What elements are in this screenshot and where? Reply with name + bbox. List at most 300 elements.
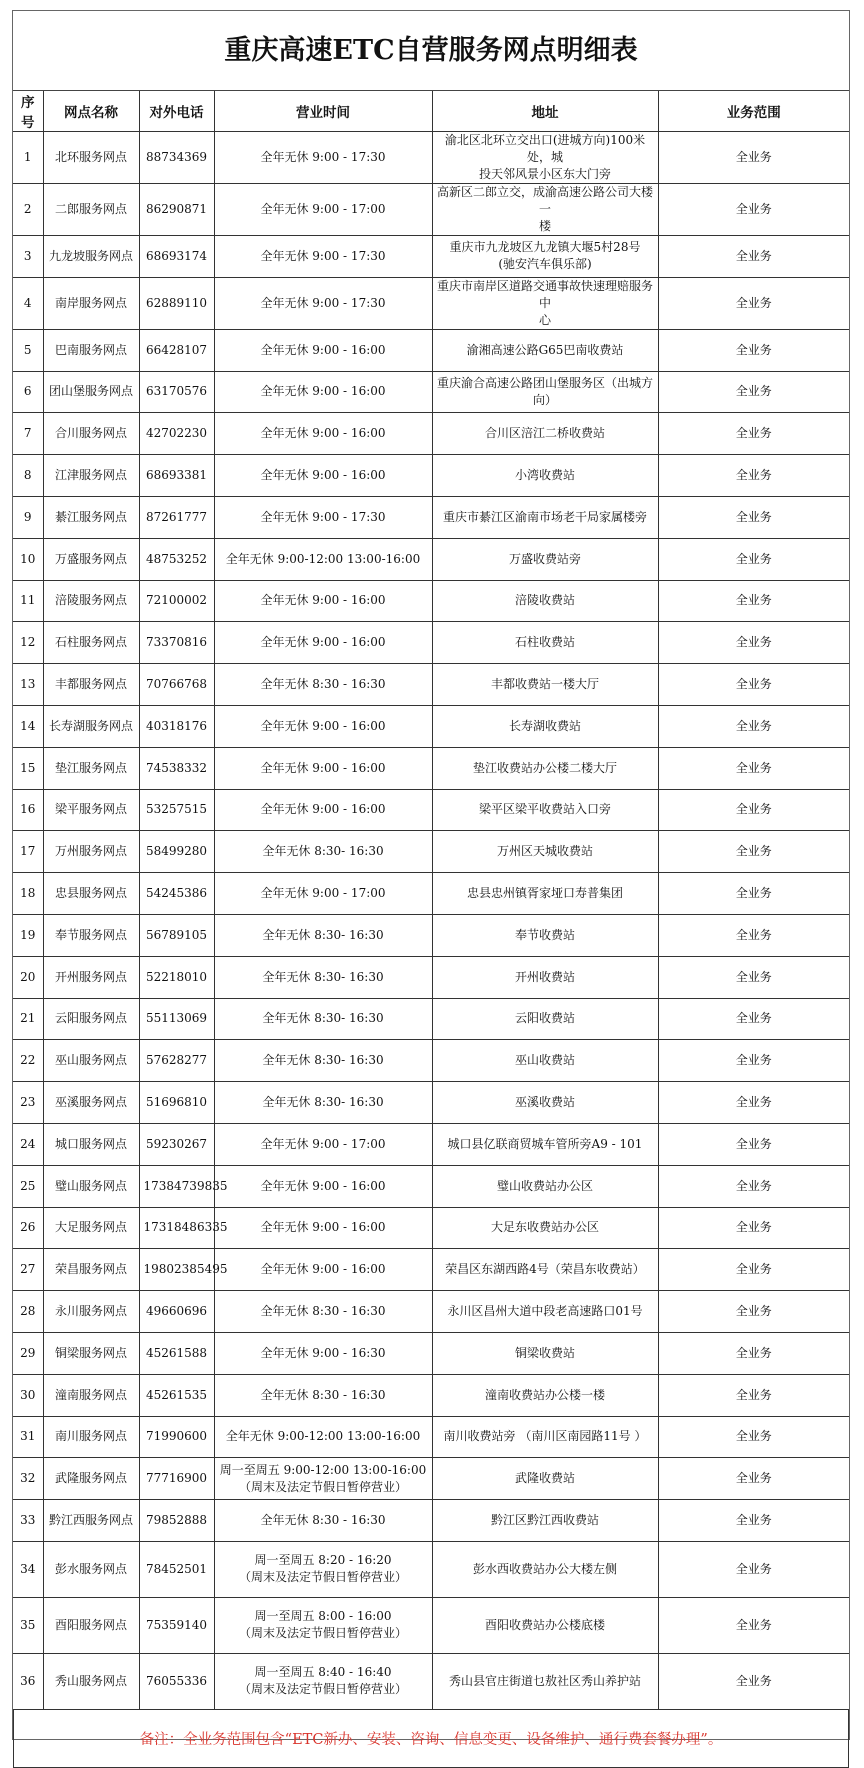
cell-address — [432, 1040, 658, 1082]
hours-line: 全年无休 9:00 - 16:00 — [260, 1178, 386, 1193]
cell-index: 8 — [13, 455, 43, 497]
hours-line: （周末及法定节假日暂停营业） — [238, 1570, 407, 1585]
hours-line: 全年无休 9:00 - 17:30 — [260, 248, 386, 263]
cell-address — [432, 1082, 658, 1124]
table-row — [13, 1416, 849, 1458]
header-scope: 业务范围 — [658, 91, 849, 132]
table-row — [13, 998, 849, 1040]
cell-scope: 全业务 — [658, 1416, 849, 1458]
cell-phone: 73370816 — [139, 622, 214, 664]
address-line: 丰都收费站一楼大厅 — [490, 677, 599, 692]
table-row — [13, 1207, 849, 1249]
cell-address — [432, 1597, 658, 1653]
address-line: 合川区涪江二桥收费站 — [484, 426, 605, 441]
table-row — [13, 1291, 849, 1333]
cell-scope: 全业务 — [658, 914, 849, 956]
cell-name: 江津服务网点 — [43, 455, 139, 497]
cell-scope: 全业务 — [658, 705, 849, 747]
cell-phone: 68693381 — [139, 455, 214, 497]
hours-line: 全年无休 8:30- 16:30 — [262, 1053, 384, 1068]
table-row — [13, 705, 849, 747]
cell-index: 29 — [13, 1332, 43, 1374]
cell-name: 巫溪服务网点 — [43, 1082, 139, 1124]
address-line: 巫溪收费站 — [514, 1095, 575, 1110]
cell-address — [432, 236, 658, 278]
address-line: 重庆市南岸区道路交通事故快速理赔服务中 — [436, 278, 653, 310]
cell-scope: 全业务 — [658, 496, 849, 538]
cell-name: 合川服务网点 — [43, 413, 139, 455]
cell-index: 23 — [13, 1082, 43, 1124]
hours-line: 全年无休 9:00 - 16:00 — [260, 342, 386, 357]
cell-address — [432, 184, 658, 236]
cell-name: 巴南服务网点 — [43, 329, 139, 371]
cell-hours — [214, 1597, 432, 1653]
hours-line: 周一至周五 9:00-12:00 13:00-16:00 — [219, 1462, 427, 1477]
address-line: 重庆市九龙坡区九龙镇大堰5村28号 — [449, 240, 641, 255]
cell-name: 二郎服务网点 — [43, 184, 139, 236]
hours-line: 全年无休 8:30- 16:30 — [262, 1011, 384, 1026]
cell-scope: 全业务 — [658, 1500, 849, 1542]
cell-scope: 全业务 — [658, 1597, 849, 1653]
cell-hours — [214, 622, 432, 664]
cell-address — [432, 705, 658, 747]
cell-index: 34 — [13, 1541, 43, 1597]
address-line: 大足东收费站办公区 — [490, 1220, 599, 1235]
hours-line: 全年无休 9:00 - 16:00 — [260, 593, 386, 608]
cell-address — [432, 371, 658, 413]
cell-phone: 72100002 — [139, 580, 214, 622]
cell-index: 33 — [13, 1500, 43, 1542]
cell-phone: 88734369 — [139, 132, 214, 184]
address-line: 奉节收费站 — [514, 927, 575, 942]
cell-name: 城口服务网点 — [43, 1123, 139, 1165]
header-phone: 对外电话 — [139, 91, 214, 132]
table-row — [13, 1597, 849, 1653]
cell-address — [432, 914, 658, 956]
address-line: 小湾收费站 — [514, 468, 575, 483]
cell-name: 石柱服务网点 — [43, 622, 139, 664]
cell-hours — [214, 1165, 432, 1207]
table-row — [13, 1123, 849, 1165]
cell-hours — [214, 956, 432, 998]
cell-hours — [214, 1082, 432, 1124]
cell-hours — [214, 1458, 432, 1500]
cell-address — [432, 998, 658, 1040]
cell-index: 10 — [13, 538, 43, 580]
cell-phone: 52218010 — [139, 956, 214, 998]
table-row — [13, 747, 849, 789]
cell-phone: 19802385495 — [139, 1249, 214, 1291]
address-line: 高新区二郎立交，成渝高速公路公司大楼一 — [436, 185, 653, 216]
cell-phone: 76055336 — [139, 1653, 214, 1709]
cell-hours — [214, 1291, 432, 1333]
address-line: 楼 — [538, 219, 551, 233]
hours-line: 全年无休 9:00 - 16:00 — [260, 802, 386, 817]
cell-name: 南岸服务网点 — [43, 277, 139, 329]
address-line: 渝湘高速公路G65巴南收费站 — [466, 342, 624, 357]
cell-address — [432, 664, 658, 706]
cell-name: 云阳服务网点 — [43, 998, 139, 1040]
cell-address — [432, 1165, 658, 1207]
address-line: 万盛收费站旁 — [508, 551, 581, 566]
cell-address — [432, 1291, 658, 1333]
table-row — [13, 831, 849, 873]
hours-line: 周一至周五 8:40 - 16:40 — [254, 1665, 392, 1680]
cell-name: 秀山服务网点 — [43, 1653, 139, 1709]
table-row — [13, 277, 849, 329]
cell-address — [432, 1374, 658, 1416]
cell-hours — [214, 277, 432, 329]
cell-scope: 全业务 — [658, 956, 849, 998]
cell-index: 2 — [13, 184, 43, 236]
cell-index: 13 — [13, 664, 43, 706]
cell-scope: 全业务 — [658, 455, 849, 497]
address-line: 万州区天城收费站 — [496, 844, 593, 859]
cell-index: 5 — [13, 329, 43, 371]
cell-address — [432, 538, 658, 580]
hours-line: 全年无休 9:00 - 16:00 — [260, 760, 386, 775]
cell-name: 铜梁服务网点 — [43, 1332, 139, 1374]
cell-name: 垫江服务网点 — [43, 747, 139, 789]
address-line: 璧山收费站办公区 — [496, 1178, 593, 1193]
cell-name: 荣昌服务网点 — [43, 1249, 139, 1291]
hours-line: 全年无休 9:00 - 16:00 — [260, 1220, 386, 1235]
cell-name: 忠县服务网点 — [43, 873, 139, 915]
address-line: 向） — [532, 392, 557, 407]
cell-name: 长寿湖服务网点 — [43, 705, 139, 747]
cell-index: 25 — [13, 1165, 43, 1207]
cell-name: 万盛服务网点 — [43, 538, 139, 580]
table-row — [13, 664, 849, 706]
address-line: 开州收费站 — [514, 969, 575, 984]
cell-address — [432, 1541, 658, 1597]
cell-phone: 79852888 — [139, 1500, 214, 1542]
cell-name: 九龙坡服务网点 — [43, 236, 139, 278]
cell-scope: 全业务 — [658, 1165, 849, 1207]
cell-scope: 全业务 — [658, 1249, 849, 1291]
cell-address — [432, 580, 658, 622]
address-line: 秀山县官庄街道乜敖社区秀山养护站 — [448, 1673, 641, 1688]
address-line: 酉阳收费站办公楼底楼 — [484, 1617, 605, 1632]
hours-line: 全年无休 8:30 - 16:30 — [260, 1513, 386, 1527]
cell-phone: 63170576 — [139, 371, 214, 413]
table-row — [13, 371, 849, 413]
cell-name: 北环服务网点 — [43, 132, 139, 184]
hours-line: 全年无休 8:30- 16:30 — [262, 969, 384, 984]
header-name: 网点名称 — [43, 91, 139, 132]
cell-phone: 53257515 — [139, 789, 214, 831]
cell-phone: 55113069 — [139, 998, 214, 1040]
cell-index: 31 — [13, 1416, 43, 1458]
cell-name: 奉节服务网点 — [43, 914, 139, 956]
cell-hours — [214, 1040, 432, 1082]
hours-line: 全年无休 9:00 - 17:30 — [260, 150, 386, 164]
header-address: 地址 — [432, 91, 658, 132]
cell-scope: 全业务 — [658, 1458, 849, 1500]
cell-index: 12 — [13, 622, 43, 664]
cell-phone: 40318176 — [139, 705, 214, 747]
cell-address — [432, 831, 658, 873]
cell-hours — [214, 789, 432, 831]
cell-hours — [214, 329, 432, 371]
hours-line: （周末及法定节假日暂停营业） — [238, 1626, 407, 1641]
cell-hours — [214, 1332, 432, 1374]
cell-hours — [214, 538, 432, 580]
cell-address — [432, 496, 658, 538]
cell-index: 24 — [13, 1123, 43, 1165]
table-row — [13, 1165, 849, 1207]
cell-index: 6 — [13, 371, 43, 413]
cell-hours — [214, 747, 432, 789]
address-line: 涪陵收费站 — [514, 593, 575, 608]
cell-scope: 全业务 — [658, 998, 849, 1040]
cell-hours — [214, 496, 432, 538]
cell-hours — [214, 1123, 432, 1165]
page-title: 重庆高速ETC自营服务网点明细表 — [13, 11, 849, 91]
hours-line: 全年无休 8:30 - 16:30 — [260, 1304, 386, 1319]
cell-address — [432, 1458, 658, 1500]
cell-address — [432, 132, 658, 184]
hours-line: 全年无休 9:00 - 16:00 — [260, 426, 386, 441]
cell-phone: 68693174 — [139, 236, 214, 278]
cell-address — [432, 1207, 658, 1249]
address-line: 投天邻风景小区东大门旁 — [478, 167, 611, 181]
cell-hours — [214, 873, 432, 915]
cell-index: 28 — [13, 1291, 43, 1333]
cell-index: 32 — [13, 1458, 43, 1500]
cell-phone: 86290871 — [139, 184, 214, 236]
cell-phone: 42702230 — [139, 413, 214, 455]
cell-index: 3 — [13, 236, 43, 278]
cell-hours — [214, 1541, 432, 1597]
address-line: 巫山收费站 — [514, 1053, 575, 1068]
cell-hours — [214, 705, 432, 747]
hours-line: （周末及法定节假日暂停营业） — [238, 1479, 407, 1494]
cell-scope: 全业务 — [658, 538, 849, 580]
cell-name: 綦江服务网点 — [43, 496, 139, 538]
cell-scope: 全业务 — [658, 1653, 849, 1709]
cell-hours — [214, 1249, 432, 1291]
address-line: 心 — [538, 312, 551, 327]
cell-address — [432, 789, 658, 831]
cell-hours — [214, 184, 432, 236]
cell-address — [432, 1500, 658, 1542]
cell-index: 18 — [13, 873, 43, 915]
cell-name: 巫山服务网点 — [43, 1040, 139, 1082]
hours-line: 全年无休 9:00 - 17:00 — [260, 886, 386, 901]
cell-index: 7 — [13, 413, 43, 455]
cell-phone: 51696810 — [139, 1082, 214, 1124]
address-line: 潼南收费站办公楼一楼 — [484, 1387, 605, 1402]
table-row — [13, 496, 849, 538]
cell-scope: 全业务 — [658, 1541, 849, 1597]
cell-scope: 全业务 — [658, 1123, 849, 1165]
cell-name: 丰都服务网点 — [43, 664, 139, 706]
table-row — [13, 914, 849, 956]
cell-index: 30 — [13, 1374, 43, 1416]
hours-line: 全年无休 8:30- 16:30 — [262, 927, 384, 942]
cell-scope: 全业务 — [658, 664, 849, 706]
hours-line: 周一至周五 8:20 - 16:20 — [254, 1553, 392, 1568]
address-line: 长寿湖收费站 — [508, 718, 581, 733]
cell-hours — [214, 664, 432, 706]
hours-line: 全年无休 9:00-12:00 13:00-16:00 — [225, 1429, 421, 1444]
cell-scope: 全业务 — [658, 184, 849, 236]
cell-phone: 59230267 — [139, 1123, 214, 1165]
cell-hours — [214, 998, 432, 1040]
table-row — [13, 789, 849, 831]
cell-scope: 全业务 — [658, 329, 849, 371]
cell-name: 涪陵服务网点 — [43, 580, 139, 622]
table-row — [13, 1082, 849, 1124]
cell-index: 35 — [13, 1597, 43, 1653]
cell-phone: 48753252 — [139, 538, 214, 580]
address-line: 垫江收费站办公楼二楼大厅 — [472, 760, 617, 775]
table-row — [13, 132, 849, 184]
cell-index: 15 — [13, 747, 43, 789]
hours-line: 全年无休 8:30 - 16:30 — [260, 1387, 386, 1402]
cell-scope: 全业务 — [658, 413, 849, 455]
cell-phone: 62889110 — [139, 277, 214, 329]
table-row — [13, 184, 849, 236]
cell-index: 36 — [13, 1653, 43, 1709]
cell-address — [432, 747, 658, 789]
cell-hours — [214, 413, 432, 455]
table-row — [13, 1249, 849, 1291]
cell-hours — [214, 1374, 432, 1416]
cell-index: 21 — [13, 998, 43, 1040]
table-row — [13, 329, 849, 371]
cell-name: 彭水服务网点 — [43, 1541, 139, 1597]
address-line: 城口县亿联商贸城车管所旁A9 - 101 — [447, 1136, 643, 1151]
cell-scope: 全业务 — [658, 747, 849, 789]
cell-phone: 71990600 — [139, 1416, 214, 1458]
hours-line: 全年无休 9:00 - 16:00 — [260, 384, 386, 399]
cell-scope: 全业务 — [658, 371, 849, 413]
cell-hours — [214, 1500, 432, 1542]
cell-scope: 全业务 — [658, 1207, 849, 1249]
cell-address — [432, 1416, 658, 1458]
table-row — [13, 580, 849, 622]
address-line: 云阳收费站 — [514, 1011, 575, 1026]
hours-line: 全年无休 9:00 - 16:00 — [260, 718, 386, 733]
table-row — [13, 1541, 849, 1597]
cell-name: 梁平服务网点 — [43, 789, 139, 831]
cell-hours — [214, 580, 432, 622]
header-index: 序号 — [13, 91, 43, 132]
address-line: 彭水西收费站办公大楼左侧 — [472, 1561, 617, 1576]
header-hours: 营业时间 — [214, 91, 432, 132]
cell-index: 16 — [13, 789, 43, 831]
cell-address — [432, 1249, 658, 1291]
cell-scope: 全业务 — [658, 873, 849, 915]
cell-phone: 57628277 — [139, 1040, 214, 1082]
cell-index: 27 — [13, 1249, 43, 1291]
etc-service-table-sheet — [12, 10, 850, 1748]
cell-scope: 全业务 — [658, 580, 849, 622]
table-row — [13, 956, 849, 998]
cell-phone: 56789105 — [139, 914, 214, 956]
cell-name: 团山堡服务网点 — [43, 371, 139, 413]
cell-scope: 全业务 — [658, 831, 849, 873]
footer-note — [13, 1710, 849, 1768]
cell-scope: 全业务 — [658, 1040, 849, 1082]
cell-phone: 49660696 — [139, 1291, 214, 1333]
table-body — [13, 132, 849, 1710]
hours-line: 全年无休 8:30 - 16:30 — [260, 677, 386, 692]
cell-name: 大足服务网点 — [43, 1207, 139, 1249]
hours-line: 全年无休 9:00 - 17:30 — [260, 295, 386, 310]
cell-address — [432, 1653, 658, 1709]
cell-scope: 全业务 — [658, 622, 849, 664]
cell-phone: 17318486335 — [139, 1207, 214, 1249]
cell-phone: 75359140 — [139, 1597, 214, 1653]
cell-scope: 全业务 — [658, 277, 849, 329]
cell-phone: 45261535 — [139, 1374, 214, 1416]
service-points-table — [13, 91, 849, 1710]
address-line: 武隆收费站 — [514, 1471, 575, 1486]
cell-phone: 17384739835 — [139, 1165, 214, 1207]
cell-index: 9 — [13, 496, 43, 538]
cell-address — [432, 1123, 658, 1165]
cell-phone: 58499280 — [139, 831, 214, 873]
cell-phone: 66428107 — [139, 329, 214, 371]
cell-index: 17 — [13, 831, 43, 873]
hours-line: 全年无休 9:00 - 16:00 — [260, 468, 386, 483]
hours-line: 周一至周五 8:00 - 16:00 — [254, 1609, 392, 1624]
cell-phone: 45261588 — [139, 1332, 214, 1374]
address-line: 重庆市綦江区渝南市场老干局家属楼旁 — [442, 509, 647, 524]
address-line: 重庆渝合高速公路团山堡服务区（出城方 — [436, 375, 653, 390]
cell-hours — [214, 132, 432, 184]
table-row — [13, 236, 849, 278]
cell-scope: 全业务 — [658, 132, 849, 184]
cell-phone: 70766768 — [139, 664, 214, 706]
cell-name: 开州服务网点 — [43, 956, 139, 998]
hours-line: 全年无休 8:30- 16:30 — [262, 1095, 384, 1110]
cell-index: 4 — [13, 277, 43, 329]
cell-index: 14 — [13, 705, 43, 747]
cell-phone: 78452501 — [139, 1541, 214, 1597]
table-row — [13, 1500, 849, 1542]
address-line: 南川收费站旁 （南川区南园路11号 ） — [443, 1429, 647, 1444]
table-row — [13, 622, 849, 664]
cell-scope: 全业务 — [658, 1291, 849, 1333]
cell-scope: 全业务 — [658, 236, 849, 278]
cell-address — [432, 873, 658, 915]
cell-hours — [214, 236, 432, 278]
hours-line: 全年无休 9:00 - 17:00 — [260, 1136, 386, 1151]
cell-hours — [214, 371, 432, 413]
hours-line: 全年无休 9:00 - 16:00 — [260, 1262, 386, 1277]
address-line: 铜梁收费站 — [514, 1345, 575, 1360]
cell-hours — [214, 455, 432, 497]
address-line: 石柱收费站 — [514, 635, 575, 650]
cell-hours — [214, 914, 432, 956]
cell-address — [432, 956, 658, 998]
table-row — [13, 455, 849, 497]
cell-name: 璧山服务网点 — [43, 1165, 139, 1207]
table-row — [13, 1040, 849, 1082]
cell-hours — [214, 831, 432, 873]
cell-phone: 74538332 — [139, 747, 214, 789]
table-row — [13, 538, 849, 580]
hours-line: 全年无休 9:00 - 16:30 — [260, 1345, 386, 1360]
address-line: 荣昌区东湖西路4号（荣昌东收费站） — [445, 1262, 645, 1277]
footer-note-text: 备注：全业务范围包含“ETC新办、安装、咨询、信息变更、设备维护、通行费套餐办理”。 — [139, 1731, 723, 1748]
cell-name: 酉阳服务网点 — [43, 1597, 139, 1653]
address-line: 梁平区梁平收费站入口旁 — [478, 802, 611, 817]
